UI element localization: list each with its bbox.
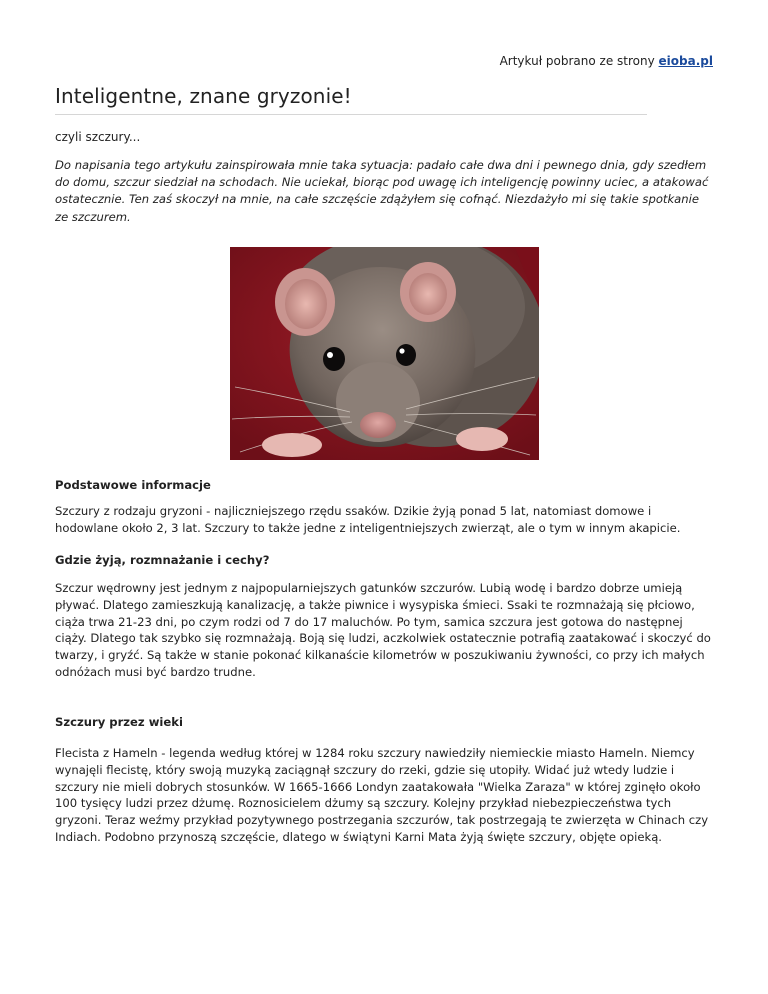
- rat-photo: [230, 247, 539, 460]
- source-prefix: Artykuł pobrano ze strony: [499, 54, 655, 68]
- source-link[interactable]: eioba.pl: [658, 54, 713, 68]
- section-text-habitat: Szczur wędrowny jest jednym z najpopularniejszych gatunków szczurów. Lubią wodę i bardzo dobrze umieją pływać. Dlatego zamieszkują kanalizację, a także piwnice i wysypiska śmieci. Ssaki te rozmnażają się płciowo, ciąża trwa 21-23 dni, po czym rodzi od 7 do 17 maluchów. Po tym, samica szczura jest gotowa do następnej ciąży. Dlatego tak szybko się rozmnażają. Boją się ludzi, aczkolwiek ostatecznie potrafią zaatakować i skoczyć do twarzy, i gryźć. Są także w stanie pokonać kilkanaście kilometrów w poszukiwaniu żywności, co przy ich małych odnóżach musi być bardzo trudne.: [55, 581, 711, 679]
- section-heading-habitat: Gdzie żyją, rozmnażanie i cechy?: [55, 553, 270, 567]
- section-heading-basics: Podstawowe informacje: [55, 478, 211, 492]
- source-attribution: [500, 54, 713, 68]
- rat-illustration: [230, 247, 539, 460]
- section-heading-history: Szczury przez wieki: [55, 715, 183, 729]
- article-intro: Do napisania tego artykułu zainspirowała mnie taka sytuacja: padało całe dwa dni i pewnego dnia, gdy szedłem do domu, szczur siedział na schodach. Nie uciekał, biorąc pod uwagę ich inteligencję powinny uciec, a atakować ostatecznie. Ten zaś skoczył na mnie, na całe szczęście zdążyłem się cofnąć. Niezdażyło mi się takie spotkanie ze szczurem.: [55, 158, 709, 224]
- article-subtitle: czyli szczury...: [55, 130, 141, 144]
- title-divider: [55, 114, 647, 115]
- section-text-history: Flecista z Hameln - legenda według której w 1284 roku szczury nawiedziły niemieckie miasto Hameln. Niemcy wynajęli flecistę, który swoją muzyką zaciągnął szczury do rzeki, gdzie się utopiły. Widać już wtedy ludzie i szczury nie mieli dobrych stosunków. W 1665-1666 Londyn zaatakowała "Wielka Zaraza" w której zginęło około 100 tysięcy ludzi przez dżumę. Roznosicielem dżumy są szczury. Kolejny przykład niebezpieczeństwa tych gryzoni. Teraz weźmy przykład pozytywnego postrzegania szczurów, tak postrzegają te zwierzęta w Chinach czy Indiach. Podobno przynoszą szczęście, dlatego w świątyni Karni Mata żyją święte szczury, objęte opieką.: [55, 746, 709, 844]
- section-text-basics: Szczury z rodzaju gryzoni - najliczniejszego rzędu ssaków. Dzikie żyją ponad 5 lat, natomiast domowe i hodowlane około 2, 3 lat. Szczury to także jedne z inteligentniejszych zwierząt, ale o tym w innym akapicie.: [55, 504, 681, 535]
- page-title: Inteligentne, znane gryzonie!: [55, 84, 352, 108]
